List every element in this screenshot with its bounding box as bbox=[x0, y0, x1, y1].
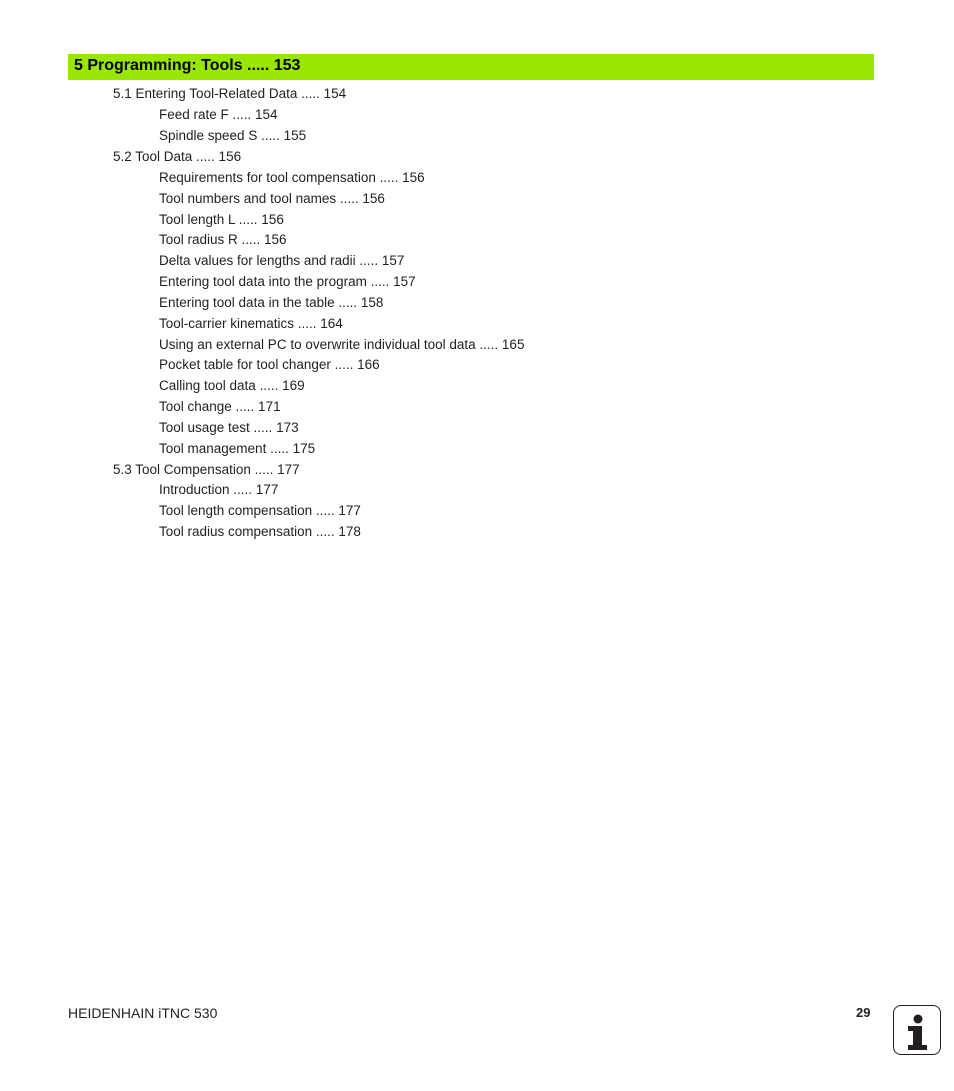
toc-entry[interactable]: Delta values for lengths and radii ..... 157 bbox=[159, 253, 405, 268]
footer-title: HEIDENHAIN iTNC 530 bbox=[68, 1005, 218, 1021]
toc-entry[interactable]: Tool change ..... 171 bbox=[159, 399, 281, 414]
page-number: 29 bbox=[856, 1005, 871, 1020]
toc-entry[interactable]: Spindle speed S ..... 155 bbox=[159, 128, 307, 143]
chapter-heading bbox=[68, 54, 874, 80]
toc-entry[interactable]: Tool numbers and tool names ..... 156 bbox=[159, 191, 385, 206]
info-icon bbox=[893, 1005, 941, 1055]
toc-entry[interactable]: Introduction ..... 177 bbox=[159, 482, 279, 497]
toc-entry[interactable]: Calling tool data ..... 169 bbox=[159, 378, 305, 393]
toc-entry[interactable]: Entering tool data in the table ..... 158 bbox=[159, 295, 384, 310]
toc-entry[interactable]: Tool length L ..... 156 bbox=[159, 212, 284, 227]
toc-entry[interactable]: Tool radius R ..... 156 bbox=[159, 232, 287, 247]
toc-entry[interactable]: Pocket table for tool changer ..... 166 bbox=[159, 357, 380, 372]
toc-entry[interactable]: Entering tool data into the program ..... 157 bbox=[159, 274, 416, 289]
toc-entry[interactable]: 5.3 Tool Compensation ..... 177 bbox=[113, 462, 300, 477]
toc-entry[interactable]: 5.1 Entering Tool-Related Data ..... 154 bbox=[113, 86, 347, 101]
toc-entry[interactable]: Using an external PC to overwrite individual tool data ..... 165 bbox=[159, 337, 525, 352]
toc-entry[interactable]: Tool-carrier kinematics ..... 164 bbox=[159, 316, 343, 331]
toc-entry[interactable]: Tool usage test ..... 173 bbox=[159, 420, 299, 435]
toc-entry[interactable]: Tool management ..... 175 bbox=[159, 441, 316, 456]
toc-entry[interactable]: Tool radius compensation ..... 178 bbox=[159, 524, 361, 539]
chapter-title: 5 Programming: Tools ..... 153 bbox=[74, 57, 301, 74]
toc-entry[interactable]: Feed rate F ..... 154 bbox=[159, 107, 278, 122]
toc-entry[interactable]: 5.2 Tool Data ..... 156 bbox=[113, 149, 242, 164]
toc-entry[interactable]: Requirements for tool compensation ..... 156 bbox=[159, 170, 425, 185]
toc-entry[interactable]: Tool length compensation ..... 177 bbox=[159, 503, 361, 518]
